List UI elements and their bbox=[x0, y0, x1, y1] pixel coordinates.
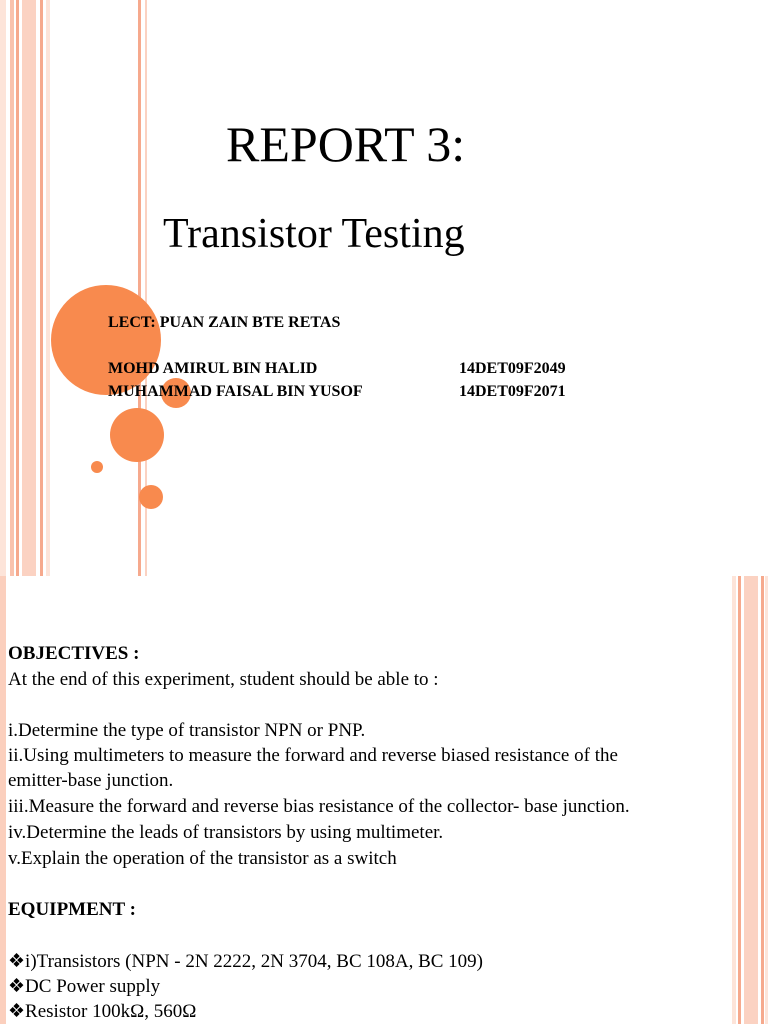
decorative-circle-medium bbox=[110, 408, 164, 462]
objectives-heading: OBJECTIVES : bbox=[8, 643, 140, 664]
lecturer-line: LECT: PUAN ZAIN BTE RETAS bbox=[108, 314, 341, 331]
objective-item: emitter-base junction. bbox=[8, 770, 174, 791]
objective-item: ii.Using multimeters to measure the forward and reverse biased resistance of the bbox=[8, 745, 618, 766]
objective-item: iii.Measure the forward and reverse bias resistance of the collector- base junction. bbox=[8, 796, 630, 817]
equipment-item-label: Resistor 100kΩ, 560Ω bbox=[25, 1001, 197, 1022]
student-id: 14DET09F2049 bbox=[459, 360, 566, 377]
decorative-stripe bbox=[761, 576, 764, 1024]
objective-item: i.Determine the type of transistor NPN or PNP. bbox=[8, 720, 366, 741]
decorative-stripe bbox=[732, 576, 736, 1024]
student-name: MOHD AMIRUL BIN HALID bbox=[108, 360, 318, 377]
decorative-stripe bbox=[22, 0, 36, 576]
objective-item: v.Explain the operation of the transistor as a switch bbox=[8, 848, 397, 869]
equipment-item bbox=[8, 975, 160, 999]
equipment-heading: EQUIPMENT : bbox=[8, 899, 136, 920]
diamond-bullet-icon: ❖ bbox=[8, 1001, 26, 1022]
decorative-stripe bbox=[40, 0, 43, 576]
objectives-intro: At the end of this experiment, student should be able to : bbox=[8, 669, 439, 690]
decorative-stripe bbox=[16, 0, 19, 576]
student-name: MUHAMMAD FAISAL BIN YUSOF bbox=[108, 383, 363, 400]
objectives-slide bbox=[0, 576, 768, 1024]
objective-item: iv.Determine the leads of transistors by using multimeter. bbox=[8, 822, 444, 843]
student-id: 14DET09F2071 bbox=[459, 383, 566, 400]
equipment-item bbox=[8, 1000, 196, 1024]
decorative-circle-small bbox=[139, 485, 163, 509]
equipment-item-label: i)Transistors (NPN - 2N 2222, 2N 3704, BC 108A, BC 109) bbox=[25, 951, 484, 972]
diamond-bullet-icon: ❖ bbox=[8, 976, 26, 997]
decorative-stripe bbox=[10, 0, 14, 576]
decorative-stripe bbox=[0, 576, 6, 1024]
equipment-item-label: DC Power supply bbox=[25, 976, 161, 997]
decorative-stripe bbox=[0, 0, 6, 576]
decorative-stripe bbox=[46, 0, 50, 576]
equipment-item bbox=[8, 950, 483, 974]
diamond-bullet-icon: ❖ bbox=[8, 951, 26, 972]
report-title: REPORT 3: bbox=[226, 116, 466, 172]
decorative-stripe bbox=[744, 576, 758, 1024]
decorative-circle-small bbox=[91, 461, 103, 473]
report-subtitle: Transistor Testing bbox=[163, 211, 465, 257]
decorative-stripe bbox=[738, 576, 741, 1024]
